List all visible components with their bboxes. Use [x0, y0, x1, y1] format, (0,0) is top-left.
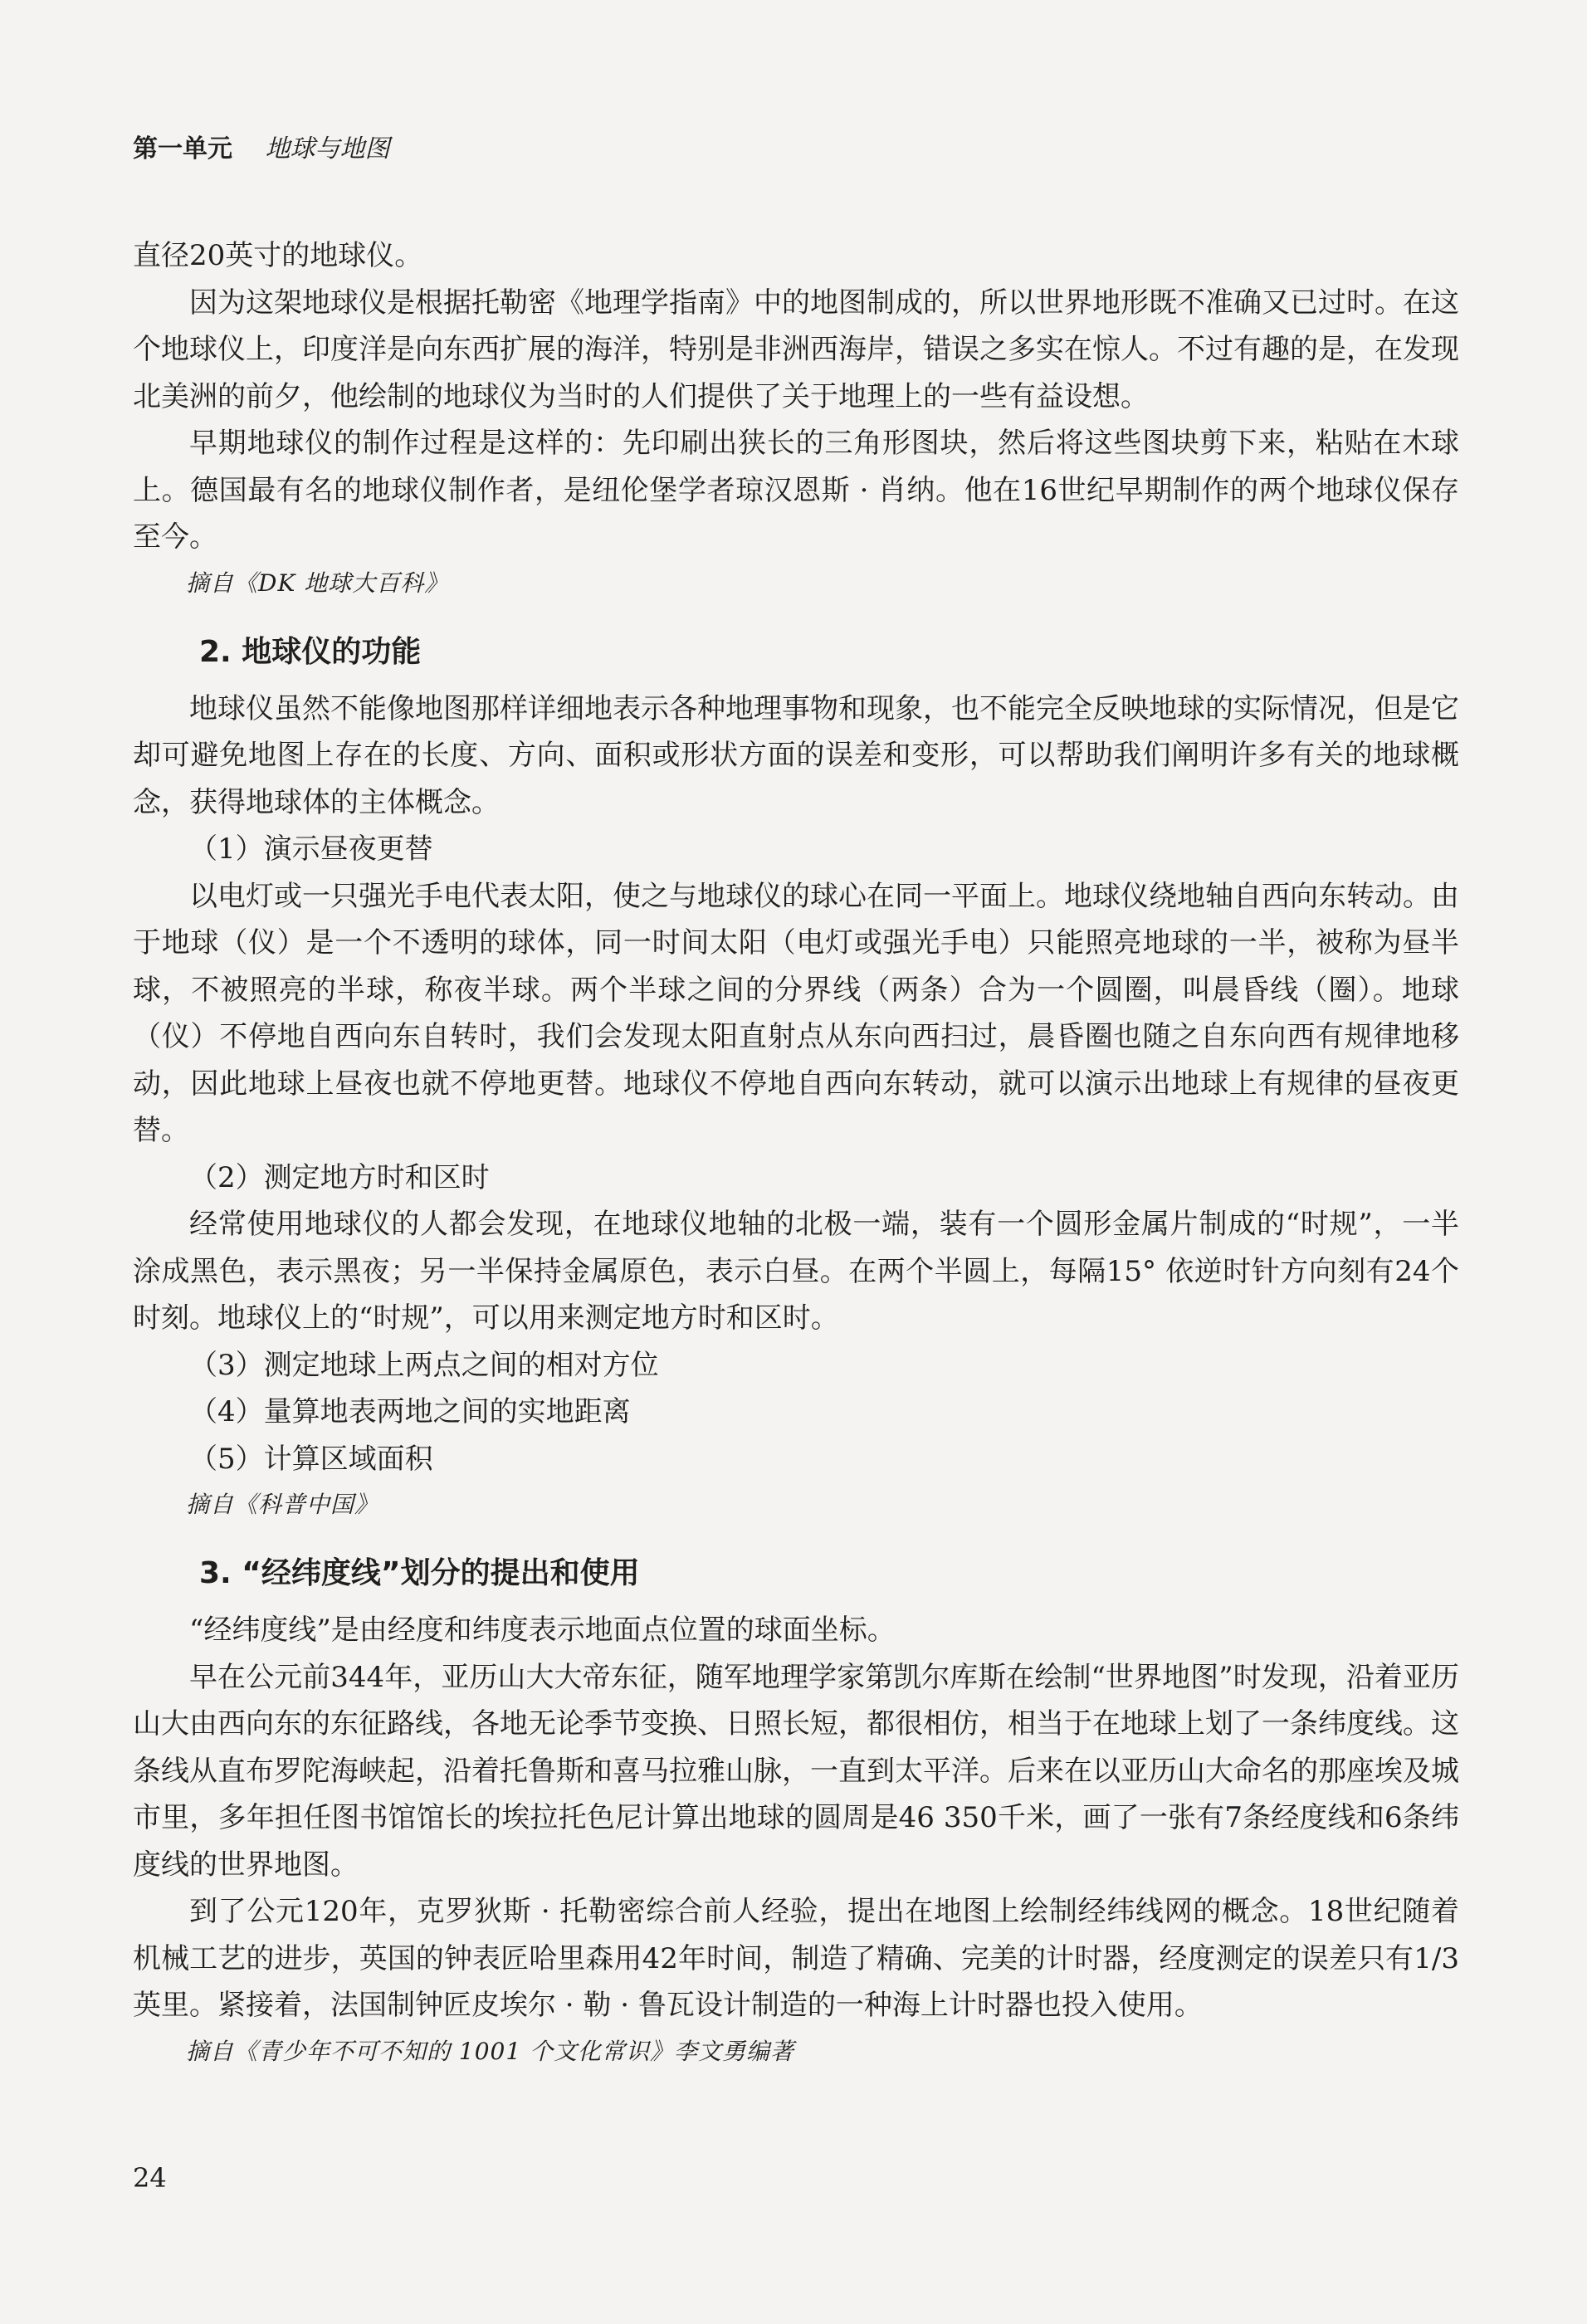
source-citation: 摘自《科普中国》	[186, 1491, 379, 1518]
source-citation: 摘自《青少年不可不知的 1001 个文化常识》李文勇编著	[186, 2037, 795, 2065]
list-item-title: （2）测定地方时和区时	[189, 1160, 490, 1194]
paragraph: 早在公元前344年，亚历山大大帝东征，随军地理学家第凯尔库斯在绘制“世界地图”时发现，沿着亚历山大由西向东的东征路线，各地无论季节变换、日照长短，都很相仿，相当于在地球上划了一条纬度线。这条线从直布罗陀海峡起，沿着托鲁斯和喜马拉雅山脉，一直到太平洋。后来在以亚历山大命名的那座埃及城市里，多年担任图书馆馆长的埃拉托色尼计算出地球的圆周是46 350千米，画了一张有7条经度线和6条纬度线的世界地图。	[133, 1660, 1459, 1882]
paragraph: 经常使用地球仪的人都会发现，在地球仪地轴的北极一端，装有一个圆形金属片制成的“时规”，一半涂成黑色，表示黑夜；另一半保持金属原色，表示白昼。在两个半圆上，每隔15° 依逆时针方向刻有24个时刻。地球仪上的“时规”，可以用来测定地方时和区时。	[133, 1208, 1459, 1335]
paragraph: 到了公元120年，克罗狄斯 · 托勒密综合前人经验，提出在地图上绘制经纬线网的概念。18世纪随着机械工艺的进步，英国的钟表匠哈里森用42年时间，制造了精确、完美的计时器，经度测定的误差只有1/3英里。紧接着，法国制钟匠皮埃尔 · 勒 · 鲁瓦设计制造的一种海上计时器也投入使用。	[133, 1895, 1459, 2022]
unit-topic: 地球与地图	[265, 134, 390, 164]
section-heading: 2. 地球仪的功能	[199, 634, 422, 669]
list-item-title: （5）计算区域面积	[189, 1442, 433, 1476]
page-number: 24	[133, 2162, 167, 2194]
list-item-title: （1）演示昼夜更替	[189, 832, 433, 866]
source-citation: 摘自《DK 地球大百科》	[186, 569, 449, 597]
section-heading: 3. “经纬度线”划分的提出和使用	[199, 1556, 640, 1590]
paragraph: 地球仪虽然不能像地图那样详细地表示各种地理事物和现象，也不能完全反映地球的实际情况，但是它却可避免地图上存在的长度、方向、面积或形状方面的误差和变形，可以帮助我们阐明许多有关的地球概念，获得地球体的主体概念。	[133, 691, 1459, 819]
running-header	[133, 133, 390, 166]
list-item-title: （4）量算地表两地之间的实地距离	[189, 1395, 631, 1428]
paragraph: 因为这架地球仪是根据托勒密《地理学指南》中的地图制成的，所以世界地形既不准确又已过时。在这个地球仪上，印度洋是向东西扩展的海洋，特别是非洲西海岸，错误之多实在惊人。不过有趣的是，在发现北美洲的前夕，他绘制的地球仪为当时的人们提供了关于地理上的一些有益设想。	[133, 286, 1459, 413]
paragraph: 以电灯或一只强光手电代表太阳，使之与地球仪的球心在同一平面上。地球仪绕地轴自西向东转动。由于地球（仪）是一个不透明的球体，同一时间太阳（电灯或强光手电）只能照亮地球的一半，被称为昼半球，不被照亮的半球，称夜半球。两个半球之间的分界线（两条）合为一个圆圈，叫晨昏线（圈）。地球（仪）不停地自西向东自转时，我们会发现太阳直射点从东向西扫过，晨昏圈也随之自东向西有规律地移动，因此地球上昼夜也就不停地更替。地球仪不停地自西向东转动，就可以演示出地球上有规律的昼夜更替。	[133, 879, 1459, 1147]
paragraph: 直径20英寸的地球仪。	[133, 239, 423, 272]
unit-label: 第一单元	[133, 134, 232, 164]
paragraph: 早期地球仪的制作过程是这样的：先印刷出狭长的三角形图块，然后将这些图块剪下来，粘贴在木球上。德国最有名的地球仪制作者，是纽伦堡学者琼汉恩斯 · 肖纳。他在16世纪早期制作的两个地球仪保存至今。	[133, 427, 1459, 554]
paragraph: “经纬度线”是由经度和纬度表示地面点位置的球面坐标。	[189, 1614, 896, 1647]
list-item-title: （3）测定地球上两点之间的相对方位	[189, 1348, 659, 1382]
page-body	[133, 232, 1459, 2074]
